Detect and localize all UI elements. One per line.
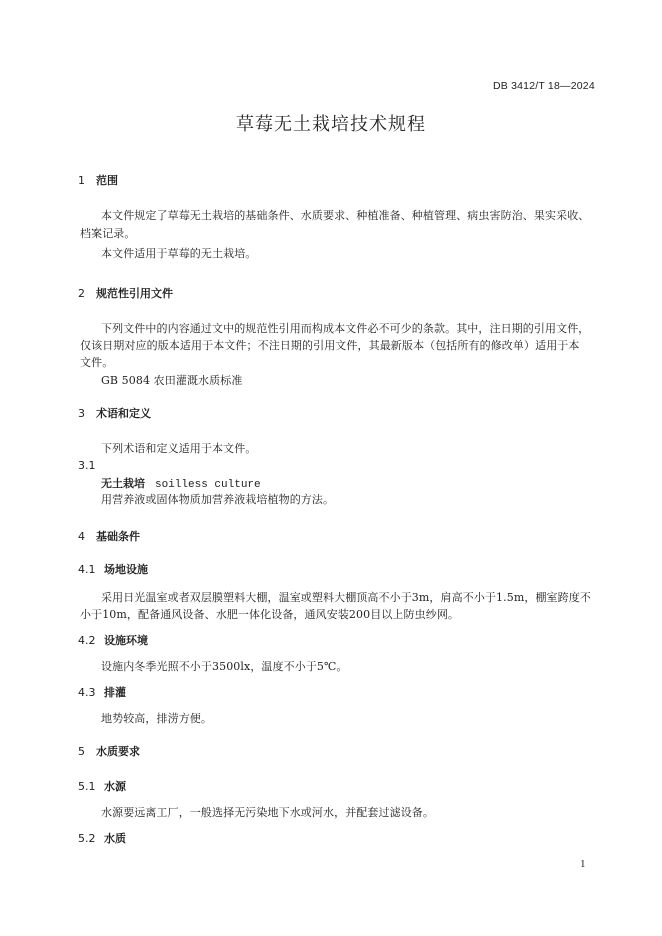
paragraph: 下列术语和定义适用于本文件。 <box>101 442 257 455</box>
paragraph: 地势较高，排涝方便。 <box>101 712 212 725</box>
paragraph-line: 小于10m，配备通风设备、水肥一体化设备，通风安装200目以上防虫纱网。 <box>80 608 460 621</box>
paragraph-line: 本文件规定了草莓无土栽培的基础条件、水质要求、种植准备、种植管理、病虫害防治、果实采收、 <box>101 209 590 222</box>
section-heading-water-quality-requirements <box>78 743 140 759</box>
section-heading-scope <box>78 172 118 188</box>
paragraph-line: 采用日光温室或者双层膜塑料大棚，温室或塑料大棚顶高不小于3m，肩高不小于1.5m，棚室跨度不 <box>101 591 591 604</box>
section-title: 规范性引用文件 <box>96 287 173 300</box>
section-number: 1 <box>78 174 85 187</box>
subsection-number: 5.2 <box>78 832 96 845</box>
paragraph: 水源要远离工厂，一般选择无污染地下水或河水，并配套过滤设备。 <box>101 806 434 819</box>
section-heading-terms <box>78 405 151 421</box>
section-number: 5 <box>78 745 85 758</box>
subsection-heading-drainage <box>78 684 126 700</box>
reference-item: GB 5084 农田灌溉水质标准 <box>101 374 243 387</box>
section-title: 水质要求 <box>96 745 140 758</box>
paragraph-line: 下列文件中的内容通过文中的规范性引用而构成本文件必不可少的条款。其中，注日期的引用文件， <box>101 322 590 335</box>
term-definition: 用营养液或固体物质加营养液栽培植物的方法。 <box>101 493 335 506</box>
page-number: 1 <box>580 858 586 870</box>
section-number: 3 <box>78 407 85 420</box>
document-title: 草莓无土栽培技术规程 <box>236 114 426 135</box>
subsection-heading-water-source <box>78 778 126 794</box>
paragraph: 本文件适用于草莓的无土栽培。 <box>101 247 257 260</box>
section-heading-basic-conditions <box>78 528 140 544</box>
subsection-heading-site-facilities <box>78 561 148 577</box>
paragraph: 设施内冬季光照不小于3500lx，温度不小于5℃。 <box>101 660 348 673</box>
section-title: 基础条件 <box>96 530 140 543</box>
subsection-number: 4.3 <box>78 686 96 699</box>
subsection-number: 4.2 <box>78 634 96 647</box>
subsection-title: 设施环境 <box>104 634 148 647</box>
subsection-title: 场地设施 <box>104 563 148 576</box>
subsection-heading-facility-environment <box>78 632 148 648</box>
standard-number: DB 3412/T 18—2024 <box>493 80 595 92</box>
subsection-number: 5.1 <box>78 780 96 793</box>
paragraph-line: 档案记录。 <box>80 227 136 240</box>
section-heading-normative-references <box>78 285 173 301</box>
term-chinese: 无土栽培 <box>101 477 145 490</box>
term-english: soilless culture <box>155 479 261 491</box>
paragraph-line: 仅该日期对应的版本适用于本文件；不注日期的引用文件，其最新版本（包括所有的修改单）适用于本 <box>80 339 580 352</box>
subsection-title: 排灌 <box>104 686 126 699</box>
term-number: 3.1 <box>78 459 96 472</box>
subsection-number: 4.1 <box>78 563 96 576</box>
term-entry <box>101 475 261 491</box>
section-title: 范围 <box>96 174 118 187</box>
subsection-title: 水源 <box>104 780 126 793</box>
section-title: 术语和定义 <box>96 407 151 420</box>
paragraph-line: 文件。 <box>80 356 114 369</box>
section-number: 2 <box>78 287 85 300</box>
subsection-heading-water-quality <box>78 830 126 846</box>
section-number: 4 <box>78 530 85 543</box>
subsection-title: 水质 <box>104 832 126 845</box>
